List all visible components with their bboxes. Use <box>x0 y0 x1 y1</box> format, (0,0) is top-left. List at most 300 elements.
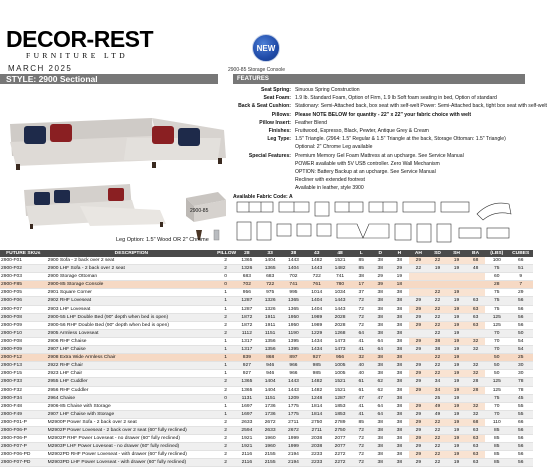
value-cell: 29 <box>371 273 390 281</box>
value-cell: 2 <box>216 313 235 321</box>
value-cell: 1443 <box>328 297 351 305</box>
value-cell: 25 <box>428 394 447 402</box>
value-cell: 2633 <box>259 426 282 434</box>
value-cell: 56 <box>508 443 533 451</box>
description-cell: 2907 LHF Chaise <box>47 346 217 354</box>
value-cell: 2272 <box>328 451 351 459</box>
value-cell: 29 <box>409 337 428 345</box>
table-row <box>0 386 533 394</box>
value-cell: 1005 <box>328 362 351 370</box>
value-cell: 62 <box>371 386 390 394</box>
value-cell: 29 <box>409 257 428 265</box>
column-header: H <box>390 250 409 257</box>
value-cell: 1356 <box>259 337 282 345</box>
value-cell: 1404 <box>259 378 282 386</box>
value-cell: 38 <box>371 354 390 362</box>
table-row <box>0 313 533 321</box>
logo-text: DECOR-REST <box>6 26 154 52</box>
value-cell: 29 <box>409 426 428 434</box>
value-cell: 38 <box>371 459 390 467</box>
value-cell: 72 <box>352 321 371 329</box>
sku-cell: 2900-F03 <box>0 273 47 281</box>
value-cell: 1443 <box>282 386 305 394</box>
value-cell: 61 <box>352 378 371 386</box>
value-cell: 38 <box>390 337 409 345</box>
value-cell: 56 <box>508 305 533 313</box>
value-cell: 29 <box>409 402 428 410</box>
value-cell: 72 <box>352 297 371 305</box>
value-cell: 19 <box>447 329 466 337</box>
value-cell: 32 <box>466 346 485 354</box>
value-cell: 30 <box>508 362 533 370</box>
value-cell: 1 <box>216 370 235 378</box>
description-cell: 2964 Chaise <box>47 394 217 402</box>
value-cell: 85 <box>352 257 371 265</box>
description-cell: 2907 LHF Chaise with Storage <box>47 410 217 418</box>
value-cell: 38 <box>390 386 409 394</box>
value-cell: 22 <box>428 321 447 329</box>
feature-row: Finishes: Fruitwood, Espresso, Black, Pewter, Antique Grey & Cream <box>268 128 429 135</box>
column-header: CUBES <box>508 250 533 257</box>
value-cell: 40 <box>352 370 371 378</box>
column-header: D <box>371 250 390 257</box>
value-cell: 60 <box>485 273 508 281</box>
configuration-shapes-icon <box>233 198 528 244</box>
value-cell: 85 <box>485 451 508 459</box>
table-row <box>0 354 533 362</box>
value-cell: 0 <box>216 394 235 402</box>
value-cell: 38 <box>390 362 409 370</box>
value-cell: 1482 <box>328 265 351 273</box>
value-cell: 63 <box>466 321 485 329</box>
column-header: FUTURE SKUs <box>0 250 47 257</box>
value-cell: 1326 <box>259 297 282 305</box>
value-cell: 55 <box>508 402 533 410</box>
value-cell: 22 <box>428 362 447 370</box>
value-cell: 956 <box>235 289 258 297</box>
description-cell: 2900-55 LHF Double Bed (90" depth when bed is open) <box>47 313 217 321</box>
value-cell: 22 <box>428 443 447 451</box>
value-cell: 41 <box>352 410 371 418</box>
value-cell: 38 <box>352 273 371 281</box>
style-title: STYLE: 2900 Sectional <box>0 74 218 84</box>
value-cell: 38 <box>371 289 390 297</box>
value-cell: 41 <box>352 402 371 410</box>
value-cell: 49 <box>428 410 447 418</box>
table-row <box>0 257 533 265</box>
description-cell: 2906 RHF Chaise <box>47 337 217 345</box>
value-cell: 63 <box>466 426 485 434</box>
value-cell: 2 <box>216 378 235 386</box>
value-cell: 19 <box>447 378 466 386</box>
value-cell: 19 <box>447 337 466 345</box>
table-row <box>0 443 533 451</box>
value-cell: 1775 <box>282 410 305 418</box>
value-cell: 63 <box>466 443 485 451</box>
value-cell: 22 <box>428 459 447 467</box>
table-row <box>0 362 533 370</box>
value-cell: 28 <box>485 281 508 289</box>
value-cell: 48 <box>466 265 485 273</box>
value-cell: 68 <box>466 257 485 265</box>
value-cell: 19 <box>447 297 466 305</box>
value-cell: 38 <box>390 418 409 426</box>
value-cell: 28 <box>466 378 485 386</box>
value-cell: 38 <box>371 313 390 321</box>
value-cell: 19 <box>447 418 466 426</box>
value-cell: 2 <box>216 329 235 337</box>
value-cell: 70 <box>485 410 508 418</box>
value-cell: 41 <box>352 337 371 345</box>
sku-cell: 2900-F07-P <box>0 443 47 451</box>
value-cell: 125 <box>485 321 508 329</box>
description-cell: 2900-85 Storage Console <box>47 281 217 289</box>
value-cell <box>466 289 485 297</box>
value-cell <box>466 329 485 337</box>
value-cell <box>409 289 428 297</box>
value-cell: 1395 <box>282 346 305 354</box>
value-cell: 1 <box>216 354 235 362</box>
value-cell: 19 <box>428 265 447 273</box>
value-cell <box>466 273 485 281</box>
sku-cell: 2900-F07-PD <box>0 459 47 467</box>
value-cell: 56 <box>508 426 533 434</box>
value-cell: 1736 <box>259 410 282 418</box>
value-cell: 32 <box>352 354 371 362</box>
value-cell: 2155 <box>259 459 282 467</box>
value-cell: 54 <box>508 346 533 354</box>
value-cell: 839 <box>235 354 258 362</box>
value-cell: 2 <box>216 265 235 273</box>
value-cell: 1 <box>216 362 235 370</box>
value-cell: 780 <box>328 281 351 289</box>
value-cell: 125 <box>485 386 508 394</box>
description-cell: 2906-85 Chaise with Storage <box>47 402 217 410</box>
value-cell: 38 <box>390 426 409 434</box>
new-badge: NEW <box>252 34 280 62</box>
value-cell: 72 <box>352 305 371 313</box>
value-cell: 61 <box>352 386 371 394</box>
value-cell: 1989 <box>305 321 328 329</box>
sku-cell: 2900-F01 <box>0 257 47 265</box>
value-cell: 29 <box>508 289 533 297</box>
feature-row: Pillows: Please NOTE BELOW for quantity - 22" x 22" your fabric choice with welt <box>271 111 472 118</box>
value-cell: 7 <box>508 281 533 289</box>
value-cell: 64 <box>371 346 390 354</box>
value-cell: 45 <box>508 394 533 402</box>
value-cell: 63 <box>466 297 485 305</box>
value-cell: 1034 <box>328 289 351 297</box>
value-cell: 29 <box>409 370 428 378</box>
value-cell: 62 <box>371 378 390 386</box>
value-cell: 38 <box>390 443 409 451</box>
value-cell: 1317 <box>235 337 258 345</box>
value-cell: 1853 <box>328 410 351 418</box>
feature-row: POWER available with 5V USB controller. Zero Wall Mechanism <box>295 160 440 167</box>
value-cell: 2 <box>216 443 235 451</box>
sku-cell: 2900-F08 <box>0 313 47 321</box>
value-cell: 29 <box>409 386 428 394</box>
sku-cell: 2900-F32 <box>0 386 47 394</box>
value-cell: 32 <box>466 337 485 345</box>
value-cell: 72 <box>352 313 371 321</box>
column-header: 48 <box>328 250 351 257</box>
value-cell: 1989 <box>305 313 328 321</box>
description-cell: 2900-56 RHF Double Bed (90" depth when bed is open) <box>47 321 217 329</box>
sku-cell: 2900-F10 <box>0 329 47 337</box>
value-cell: 50 <box>508 329 533 337</box>
value-cell: 22 <box>428 305 447 313</box>
value-cell: 2633 <box>235 418 258 426</box>
column-header: 28 <box>235 250 258 257</box>
column-header: L <box>352 250 371 257</box>
value-cell: 38 <box>390 346 409 354</box>
value-cell: 66 <box>508 418 533 426</box>
value-cell: 19 <box>447 289 466 297</box>
value-cell: 22 <box>428 426 447 434</box>
value-cell: 78 <box>508 386 533 394</box>
value-cell: 2028 <box>328 313 351 321</box>
description-cell: 2923 LHF Chair <box>47 370 217 378</box>
value-cell: 75 <box>485 305 508 313</box>
value-cell: 1404 <box>282 265 305 273</box>
value-cell: 38 <box>390 321 409 329</box>
value-cell: 683 <box>259 273 282 281</box>
available-fabric-code: Available Fabric Code: A <box>233 193 293 200</box>
value-cell: 64 <box>352 329 371 337</box>
value-cell: 75 <box>485 265 508 273</box>
value-cell: 38 <box>390 305 409 313</box>
value-cell: 2 <box>216 435 235 443</box>
value-cell: 1365 <box>235 386 258 394</box>
value-cell: 38 <box>390 451 409 459</box>
value-cell: 38 <box>390 370 409 378</box>
description-cell: 2905 Armless Loveseat <box>47 329 217 337</box>
value-cell: 1482 <box>305 386 328 394</box>
value-cell: 38 <box>390 378 409 386</box>
description-cell: M2902P RHF Power Loveseat - no drawer (60" fully reclined) <box>47 435 217 443</box>
value-cell: 1404 <box>305 297 328 305</box>
value-cell: 1395 <box>282 337 305 345</box>
logo-subtitle: FURNITURE LTD <box>26 51 129 60</box>
value-cell: 683 <box>235 273 258 281</box>
value-cell: 946 <box>259 362 282 370</box>
value-cell: 85 <box>485 443 508 451</box>
sku-cell: 2900-F33 <box>0 378 47 386</box>
value-cell: 1521 <box>328 386 351 394</box>
value-cell: 22 <box>428 329 447 337</box>
value-cell: 1151 <box>259 329 282 337</box>
value-cell: 38 <box>390 289 409 297</box>
value-cell: 1473 <box>328 337 351 345</box>
value-cell: 19 <box>447 459 466 467</box>
value-cell: 38 <box>371 435 390 443</box>
leg-option-caption: Leg Option: 1.5" Wood OR 2" Chrome <box>116 237 209 243</box>
value-cell: 2 <box>216 459 235 467</box>
table-row <box>0 435 533 443</box>
column-header: PILLOW <box>217 251 237 256</box>
value-cell: 1697 <box>235 410 258 418</box>
value-cell <box>409 273 428 281</box>
value-cell: 1434 <box>305 346 328 354</box>
sku-cell: 2900-F07 <box>0 305 47 313</box>
value-cell: 100 <box>485 257 508 265</box>
sku-table <box>0 250 533 467</box>
value-cell <box>466 394 485 402</box>
value-cell: 1872 <box>235 313 258 321</box>
value-cell: 22 <box>409 265 428 273</box>
value-cell: 40 <box>352 362 371 370</box>
value-cell: 49 <box>428 402 447 410</box>
value-cell: 1482 <box>305 378 328 386</box>
value-cell: 1365 <box>282 297 305 305</box>
value-cell: 19 <box>447 265 466 273</box>
value-cell: 1999 <box>282 443 305 451</box>
value-cell: 66 <box>508 257 533 265</box>
feature-row: Seat Foam: 1.9 lb. Standard Foam, Option of Firm, 1.9 lb Soft foam seating in bed, Option of standard <box>263 95 497 102</box>
value-cell: 29 <box>409 297 428 305</box>
value-cell: 761 <box>305 281 328 289</box>
value-cell: 1365 <box>235 378 258 386</box>
value-cell: 927 <box>305 354 328 362</box>
value-cell <box>409 354 428 362</box>
value-cell: 1443 <box>282 378 305 386</box>
value-cell: 72 <box>352 435 371 443</box>
description-cell: 2955 LHF Cuddler <box>47 378 217 386</box>
value-cell: 722 <box>305 273 328 281</box>
sku-cell: 2900-F01-P <box>0 418 47 426</box>
value-cell: 1521 <box>328 378 351 386</box>
value-cell: 29 <box>409 346 428 354</box>
value-cell: 70 <box>485 329 508 337</box>
value-cell: 1005 <box>328 370 351 378</box>
value-cell: 70 <box>485 402 508 410</box>
storage-console-caption: 2900-85 Storage Console <box>228 67 285 73</box>
value-cell: 1473 <box>328 346 351 354</box>
value-cell: 85 <box>352 418 371 426</box>
column-header: 33 <box>259 250 282 257</box>
value-cell: 2750 <box>305 418 328 426</box>
value-cell: 1014 <box>305 289 328 297</box>
value-cell: 1404 <box>259 386 282 394</box>
value-cell: 63 <box>466 435 485 443</box>
value-cell: 70 <box>485 337 508 345</box>
value-cell: 1434 <box>305 337 328 345</box>
value-cell: 22 <box>428 370 447 378</box>
value-cell: 966 <box>282 362 305 370</box>
value-cell: 1209 <box>282 394 305 402</box>
value-cell: 19 <box>447 362 466 370</box>
value-cell: 1521 <box>328 257 351 265</box>
value-cell: 2077 <box>328 435 351 443</box>
value-cell: 1736 <box>259 402 282 410</box>
table-row <box>0 305 533 313</box>
value-cell: 38 <box>390 354 409 362</box>
value-cell: 1229 <box>305 329 328 337</box>
feature-row: Seat Spring: Sinuous Spring Construction <box>260 87 360 93</box>
column-header: SH <box>447 250 466 257</box>
value-cell: 2077 <box>328 443 351 451</box>
value-cell: 19 <box>447 257 466 265</box>
value-cell: 47 <box>352 394 371 402</box>
value-cell: 38 <box>371 370 390 378</box>
table-row <box>0 297 533 305</box>
value-cell: 1365 <box>282 305 305 313</box>
value-cell: 1921 <box>235 443 258 451</box>
value-cell: 1950 <box>282 313 305 321</box>
value-cell: 29 <box>409 321 428 329</box>
sku-cell: 2900-F15 <box>0 370 47 378</box>
value-cell: 1921 <box>235 435 258 443</box>
table-row <box>0 418 533 426</box>
value-cell: 2038 <box>305 443 328 451</box>
description-cell: M2903PD LHF Power Loveseat - with drawer (60" fully reclined) <box>47 459 217 467</box>
value-cell: 19 <box>447 313 466 321</box>
value-cell: 2194 <box>282 451 305 459</box>
value-cell: 2750 <box>328 426 351 434</box>
value-cell: 2711 <box>305 426 328 434</box>
value-cell: 63 <box>466 459 485 467</box>
value-cell: 18 <box>390 281 409 289</box>
value-cell: 19 <box>447 321 466 329</box>
table-row <box>0 459 533 467</box>
sku-cell: 2900-F13 <box>0 362 47 370</box>
value-cell: 985 <box>305 362 328 370</box>
value-cell: 38 <box>371 451 390 459</box>
value-cell: 72 <box>352 426 371 434</box>
value-cell: 2233 <box>305 451 328 459</box>
table-row <box>0 329 533 337</box>
value-cell: 32 <box>466 410 485 418</box>
value-cell: 2594 <box>235 426 258 434</box>
photo-code: 2900-85 <box>190 208 209 214</box>
sku-cell: 2900-F05 <box>0 289 47 297</box>
value-cell: 38 <box>371 265 390 273</box>
table-row <box>0 451 533 459</box>
value-cell: 2116 <box>235 451 258 459</box>
value-cell: 0 <box>216 281 235 289</box>
table-header-row <box>0 250 533 257</box>
sku-cell: 2900-F06-P <box>0 435 47 443</box>
sku-cell: 2900-F09 <box>0 346 47 354</box>
value-cell: 29 <box>409 459 428 467</box>
value-cell: 1326 <box>259 305 282 313</box>
value-cell: 22 <box>428 289 447 297</box>
sku-cell: 2900-F34 <box>0 394 47 402</box>
value-cell: 1287 <box>328 394 351 402</box>
value-cell: 85 <box>485 459 508 467</box>
column-header: SD <box>428 250 447 257</box>
value-cell: 741 <box>328 273 351 281</box>
value-cell: 897 <box>282 354 305 362</box>
value-cell: 1 <box>216 410 235 418</box>
value-cell: 110 <box>485 418 508 426</box>
value-cell: 1443 <box>328 305 351 313</box>
sku-cell: 2900-F08 <box>0 337 47 345</box>
table-row <box>0 321 533 329</box>
value-cell: 2 <box>216 386 235 394</box>
value-cell: 1960 <box>259 443 282 451</box>
value-cell: 38 <box>390 394 409 402</box>
value-cell: 38 <box>371 329 390 337</box>
value-cell: 1950 <box>282 321 305 329</box>
value-cell: 19 <box>447 426 466 434</box>
value-cell: 29 <box>409 451 428 459</box>
value-cell: 38 <box>371 426 390 434</box>
value-cell: 966 <box>282 370 305 378</box>
value-cell: 64 <box>371 337 390 345</box>
value-cell: 1911 <box>259 313 282 321</box>
